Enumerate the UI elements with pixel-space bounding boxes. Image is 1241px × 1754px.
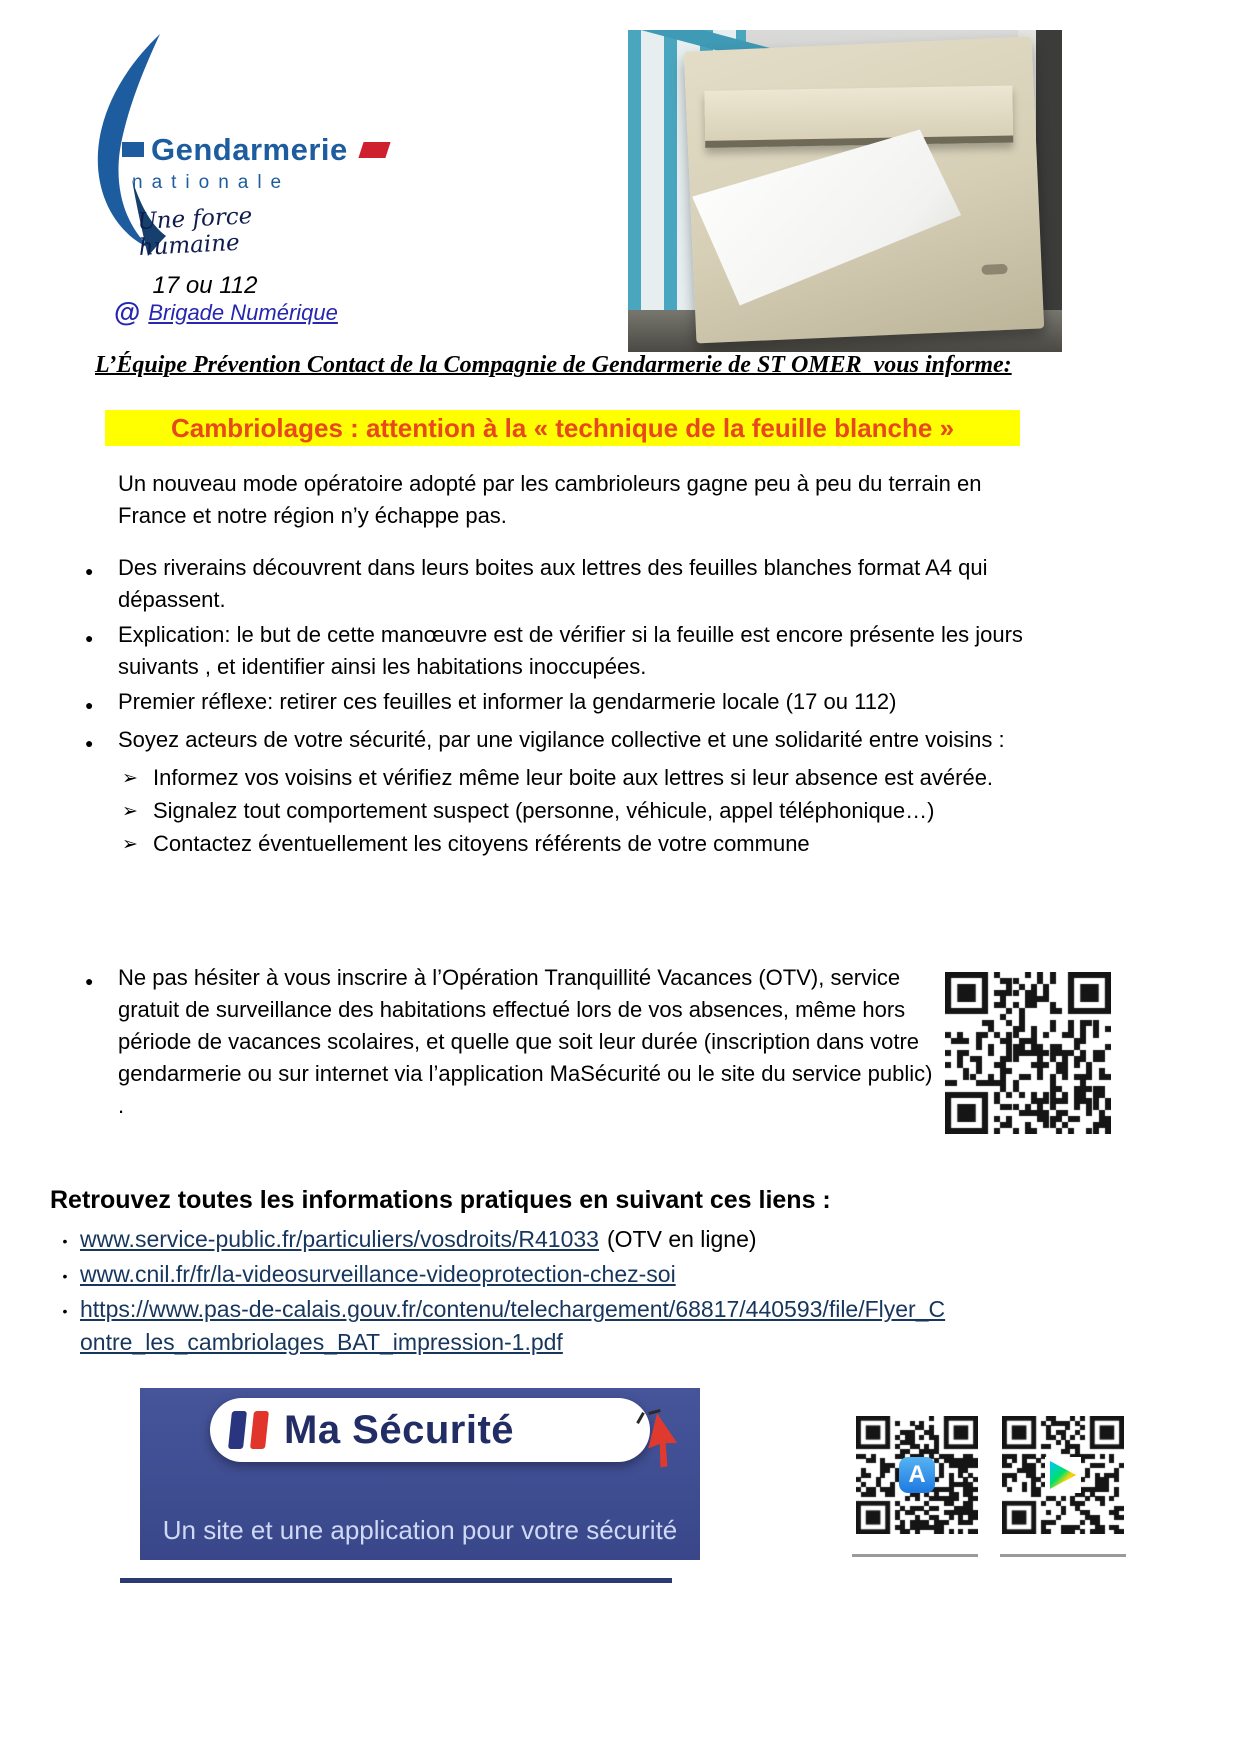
logo-brand-subname: nationale — [132, 172, 291, 193]
list-item — [50, 1258, 1070, 1293]
bullet-icon: ● — [85, 697, 94, 713]
list-item — [50, 1223, 1070, 1258]
bullet-icon: ● — [85, 973, 94, 989]
gendarmerie-logo — [72, 34, 348, 262]
bullet-icon: ● — [85, 630, 94, 646]
service-public-link[interactable]: www.service-public.fr/particuliers/vosdroits/R41033 — [80, 1226, 599, 1252]
emergency-numbers: 17 ou 112 — [152, 272, 258, 299]
arrow-bullet-icon: ➢ — [122, 768, 138, 789]
france-flag-icon — [228, 1408, 270, 1452]
at-icon: @ — [114, 297, 141, 327]
app-store-icon: A — [899, 1457, 935, 1493]
qr-underline — [852, 1554, 978, 1557]
dot-bullet-icon: • — [62, 1303, 68, 1319]
divider-line — [120, 1578, 672, 1583]
otv-paragraph: ● Ne pas hésiter à vous inscrire à l’Opération Tranquillité Vacances (OTV), service gratuit de surveillance des habitations effectué lors de vos absences, même hors période de vacances scolaires, et quelle que soit leur durée (inscription dans votre gendarmerie ou sur internet via l’application MaSécurité ou le site du service public) . — [85, 962, 933, 1125]
arrow-bullet-icon: ➢ — [122, 834, 138, 855]
list-item: ● Explication: le but de cette manœuvre est de vérifier si la feuille est encore présente les jours suivants , et identifier ainsi les habitations inoccupées. — [85, 619, 1060, 683]
mailbox-keyhole — [981, 264, 1007, 275]
list-item: ➢ Informez vos voisins et vérifiez même leur boite aux lettres si leur absence est avérée. — [122, 762, 1060, 795]
otv-qr-code — [945, 972, 1111, 1134]
google-play-icon — [1045, 1457, 1081, 1493]
links-heading: Retrouvez toutes les informations pratiques en suivant ces liens : — [50, 1186, 831, 1214]
click-tick-icon — [648, 1409, 660, 1415]
ma-securite-title: Ma Sécurité — [284, 1407, 515, 1452]
dot-bullet-icon: • — [62, 1268, 68, 1284]
bullet-icon: ● — [85, 563, 94, 579]
mailbox — [684, 37, 1044, 344]
sub-bullet-list — [85, 762, 1060, 861]
list-item: ● Soyez acteurs de votre sécurité, par une vigilance collective et une solidarité entre voisins : — [85, 724, 1060, 759]
logo-brand-name: Gendarmerie — [151, 132, 348, 167]
google-play-qr-code — [1002, 1416, 1124, 1534]
list-item: ➢ Contactez éventuellement les citoyens référents de votre commune — [122, 828, 1060, 861]
logo-tagline: Une force humaine — [136, 203, 253, 262]
link-note: (OTV en ligne) — [606, 1226, 757, 1252]
brigade-numerique-row — [114, 299, 338, 326]
bullet-icon: ● — [85, 735, 94, 751]
arrow-bullet-icon: ➢ — [122, 801, 138, 822]
list-item: ● Premier réflexe: retirer ces feuilles et informer la gendarmerie locale (17 ou 112) — [85, 686, 1060, 721]
bullet-list — [85, 552, 1060, 861]
white-sheet-envelope — [690, 128, 965, 308]
cnil-link[interactable]: www.cnil.fr/fr/la-videosurveillance-videoprotection-chez-soi — [80, 1261, 676, 1287]
ma-securite-subtitle: Un site et une application pour votre sécurité — [162, 1515, 678, 1545]
list-item: ● Des riverains découvrent dans leurs boites aux lettres des feuilles blanches format A4 qui dépassent. — [85, 552, 1060, 616]
links-section — [50, 1186, 1070, 1359]
app-store-qr-code — [856, 1416, 978, 1534]
qr-underline — [1000, 1554, 1126, 1557]
warning-banner-title: Cambriolages : attention à la « technique de la feuille blanche » — [105, 410, 1020, 446]
brigade-numerique-link[interactable]: Brigade Numérique — [148, 299, 338, 325]
mouse-cursor-icon — [644, 1413, 701, 1475]
logo-red-flag-icon — [358, 142, 390, 158]
ma-securite-banner — [140, 1388, 700, 1560]
dot-bullet-icon: • — [62, 1233, 68, 1249]
prefecture-flyer-link[interactable]: https://www.pas-de-calais.gouv.fr/contenu/telechargement/68817/440593/file/Flyer_Contre_les_cambriolages_BAT_impression-1.pdf — [80, 1296, 946, 1355]
logo-blue-square-icon — [122, 142, 144, 157]
list-item — [50, 1293, 1070, 1359]
ma-securite-pill — [210, 1398, 650, 1462]
page-title: L’Équipe Prévention Contact de la Compagnie de Gendarmerie de ST OMER vous informe: — [95, 352, 1012, 378]
mailbox-flap — [704, 85, 1013, 147]
mailbox-photo — [628, 30, 1062, 352]
intro-paragraph: Un nouveau mode opératoire adopté par les cambrioleurs gagne peu à peu du terrain en France et notre région n’y échappe pas. — [118, 471, 982, 528]
list-item: ➢ Signalez tout comportement suspect (personne, véhicule, appel téléphonique…) — [122, 795, 1060, 828]
